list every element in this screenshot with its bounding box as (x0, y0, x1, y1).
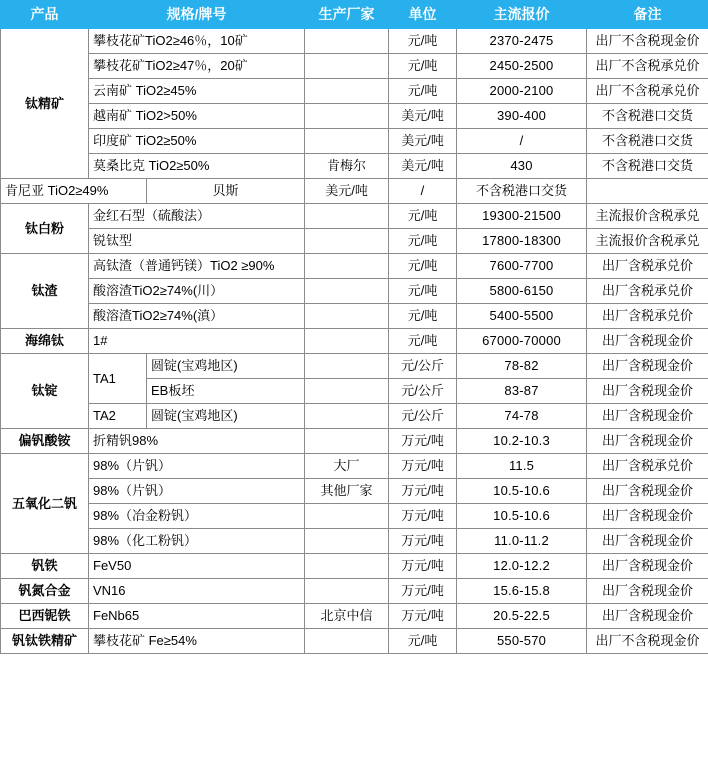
cell-remark: 出厂含税承兑价 (587, 304, 708, 329)
cell-spec: 云南矿 TiO2≥45% (89, 79, 305, 104)
cell-remark: 出厂含税现金价 (587, 529, 708, 554)
cell-unit: 元/吨 (389, 79, 457, 104)
cell-price: 15.6-15.8 (457, 579, 587, 604)
cell-unit: 元/公斤 (389, 404, 457, 429)
cell-remark: 出厂含税现金价 (587, 404, 708, 429)
cell-price: 10.2-10.3 (457, 429, 587, 454)
cell-spec: 金红石型（硫酸法） (89, 204, 305, 229)
cell-price: 19300-21500 (457, 204, 587, 229)
cell-unit: 万元/吨 (389, 504, 457, 529)
table-row (1, 329, 708, 354)
cell-unit: 美元/吨 (305, 179, 389, 204)
cell-spec: 攀枝花矿TiO2≥47％，20矿 (89, 54, 305, 79)
cell-maker (305, 229, 389, 254)
table-row (1, 529, 708, 554)
cell-spec: 越南矿 TiO2>50% (89, 104, 305, 129)
cell-maker (305, 279, 389, 304)
cell-product: 钒钛铁精矿 (1, 629, 89, 654)
cell-price: 2000-2100 (457, 79, 587, 104)
cell-remark: 出厂含税现金价 (587, 329, 708, 354)
cell-remark: 不含税港口交货 (587, 154, 708, 179)
cell-spec: VN16 (89, 579, 305, 604)
cell-maker (305, 404, 389, 429)
cell-spec: 攀枝花矿TiO2≥46％，10矿 (89, 29, 305, 54)
cell-spec: 1# (89, 329, 305, 354)
cell-maker: 大厂 (305, 454, 389, 479)
cell-unit: 万元/吨 (389, 454, 457, 479)
table-row (1, 154, 708, 179)
cell-price: / (389, 179, 457, 204)
table-row (1, 29, 708, 54)
cell-remark: 出厂含税承兑价 (587, 454, 708, 479)
cell-spec: 攀枝花矿 Fe≥54% (89, 629, 305, 654)
cell-price: / (457, 129, 587, 154)
cell-unit: 元/吨 (389, 254, 457, 279)
cell-unit: 美元/吨 (389, 104, 457, 129)
cell-unit: 万元/吨 (389, 479, 457, 504)
table-row (1, 629, 708, 654)
cell-remark: 出厂含税现金价 (587, 504, 708, 529)
cell-spec: 98%（片钒） (89, 454, 305, 479)
cell-remark: 出厂含税现金价 (587, 579, 708, 604)
cell-price: 12.0-12.2 (457, 554, 587, 579)
cell-unit: 元/吨 (389, 204, 457, 229)
cell-remark: 出厂含税现金价 (587, 429, 708, 454)
cell-remark: 主流报价含税承兑 (587, 229, 708, 254)
header-cell-price: 主流报价 (457, 1, 587, 29)
cell-maker (305, 629, 389, 654)
cell-unit: 元/吨 (389, 54, 457, 79)
cell-price: 550-570 (457, 629, 587, 654)
cell-price: 78-82 (457, 354, 587, 379)
table-body (1, 29, 708, 654)
cell-spec: 高钛渣（普通钙镁）TiO2 ≥90% (89, 254, 305, 279)
cell-remark: 出厂不含税承兑价 (587, 54, 708, 79)
table-row (1, 204, 708, 229)
table-row (1, 604, 708, 629)
table-row (1, 229, 708, 254)
table-row (1, 54, 708, 79)
table-row (1, 179, 708, 204)
cell-unit: 元/吨 (389, 329, 457, 354)
cell-price: 74-78 (457, 404, 587, 429)
header-cell-unit: 单位 (389, 1, 457, 29)
cell-maker (305, 554, 389, 579)
cell-maker: 贝斯 (147, 179, 305, 204)
cell-product: 钒铁 (1, 554, 89, 579)
cell-unit: 元/吨 (389, 29, 457, 54)
cell-remark: 主流报价含税承兑 (587, 204, 708, 229)
cell-price: 390-400 (457, 104, 587, 129)
cell-unit: 元/吨 (389, 279, 457, 304)
cell-product: 海绵钛 (1, 329, 89, 354)
cell-product: 钛锭 (1, 354, 89, 429)
cell-remark: 出厂不含税承兑价 (587, 79, 708, 104)
cell-spec: FeNb65 (89, 604, 305, 629)
cell-maker (305, 529, 389, 554)
cell-price: 17800-18300 (457, 229, 587, 254)
cell-remark: 出厂含税现金价 (587, 354, 708, 379)
cell-price: 5400-5500 (457, 304, 587, 329)
cell-unit: 元/吨 (389, 629, 457, 654)
cell-spec: 酸溶渣TiO2≥74%(滇） (89, 304, 305, 329)
cell-maker (305, 29, 389, 54)
cell-maker (305, 329, 389, 354)
cell-remark: 出厂不含税现金价 (587, 29, 708, 54)
table-row (1, 429, 708, 454)
table-header (1, 1, 708, 29)
table-row (1, 279, 708, 304)
cell-price: 10.5-10.6 (457, 479, 587, 504)
cell-spec-sub: 圆锭(宝鸡地区) (147, 404, 305, 429)
cell-unit: 万元/吨 (389, 529, 457, 554)
cell-maker (305, 504, 389, 529)
cell-unit: 元/吨 (389, 304, 457, 329)
cell-product: 钛渣 (1, 254, 89, 329)
cell-maker (305, 104, 389, 129)
cell-spec: 莫桑比克 TiO2≥50% (89, 154, 305, 179)
cell-remark: 出厂含税现金价 (587, 479, 708, 504)
cell-product: 钒氮合金 (1, 579, 89, 604)
table-row (1, 579, 708, 604)
cell-maker (305, 579, 389, 604)
cell-product: 钛精矿 (1, 29, 89, 179)
cell-unit: 美元/吨 (389, 154, 457, 179)
header-cell-spec: 规格/牌号 (89, 1, 305, 29)
cell-spec: 酸溶渣TiO2≥74%(川） (89, 279, 305, 304)
cell-spec-sub: EB板坯 (147, 379, 305, 404)
cell-price: 7600-7700 (457, 254, 587, 279)
cell-remark: 出厂含税现金价 (587, 379, 708, 404)
cell-price: 67000-70000 (457, 329, 587, 354)
cell-price: 10.5-10.6 (457, 504, 587, 529)
cell-remark: 不含税港口交货 (587, 104, 708, 129)
cell-unit: 元/公斤 (389, 354, 457, 379)
table-row (1, 254, 708, 279)
cell-price: 83-87 (457, 379, 587, 404)
cell-spec: 印度矿 TiO2≥50% (89, 129, 305, 154)
cell-spec: TA1 (89, 354, 147, 404)
cell-maker (305, 304, 389, 329)
cell-maker (305, 379, 389, 404)
cell-unit: 万元/吨 (389, 554, 457, 579)
table-row (1, 79, 708, 104)
cell-spec: FeV50 (89, 554, 305, 579)
cell-unit: 万元/吨 (389, 579, 457, 604)
cell-spec: 肯尼亚 TiO2≥49% (1, 179, 147, 204)
header-cell-product: 产品 (1, 1, 89, 29)
cell-spec-sub: 圆锭(宝鸡地区) (147, 354, 305, 379)
cell-maker (305, 254, 389, 279)
table-row (1, 304, 708, 329)
cell-maker (305, 129, 389, 154)
cell-product: 巴西铌铁 (1, 604, 89, 629)
cell-unit: 元/公斤 (389, 379, 457, 404)
cell-remark: 出厂含税承兑价 (587, 279, 708, 304)
cell-price: 2450-2500 (457, 54, 587, 79)
cell-price: 430 (457, 154, 587, 179)
cell-price: 20.5-22.5 (457, 604, 587, 629)
table-row (1, 504, 708, 529)
cell-remark: 出厂不含税现金价 (587, 629, 708, 654)
table-row (1, 454, 708, 479)
cell-price: 2370-2475 (457, 29, 587, 54)
table-row (1, 104, 708, 129)
cell-maker: 肯梅尔 (305, 154, 389, 179)
cell-spec: 98%（片钒） (89, 479, 305, 504)
cell-remark: 出厂含税现金价 (587, 554, 708, 579)
cell-unit: 元/吨 (389, 229, 457, 254)
cell-maker (305, 54, 389, 79)
cell-remark: 不含税港口交货 (587, 129, 708, 154)
cell-maker (305, 204, 389, 229)
cell-maker (305, 354, 389, 379)
cell-spec: 折精钒98% (89, 429, 305, 454)
table-row (1, 129, 708, 154)
cell-price: 5800-6150 (457, 279, 587, 304)
cell-unit: 万元/吨 (389, 604, 457, 629)
cell-remark: 出厂含税承兑价 (587, 254, 708, 279)
cell-price: 11.0-11.2 (457, 529, 587, 554)
table-row (1, 554, 708, 579)
cell-spec: 锐钛型 (89, 229, 305, 254)
cell-remark: 出厂含税现金价 (587, 604, 708, 629)
cell-maker: 其他厂家 (305, 479, 389, 504)
cell-product: 偏钒酸铵 (1, 429, 89, 454)
cell-spec: 98%（冶金粉钒） (89, 504, 305, 529)
cell-product: 钛白粉 (1, 204, 89, 254)
cell-price: 11.5 (457, 454, 587, 479)
cell-remark: 不含税港口交货 (457, 179, 587, 204)
table-row (1, 479, 708, 504)
header-cell-remark: 备注 (587, 1, 708, 29)
table-row (1, 354, 708, 379)
table-header-row (1, 1, 708, 29)
cell-maker (305, 79, 389, 104)
cell-product: 五氧化二钒 (1, 454, 89, 554)
table-row (1, 404, 708, 429)
cell-unit: 美元/吨 (389, 129, 457, 154)
cell-spec: 98%（化工粉钒） (89, 529, 305, 554)
cell-maker: 北京中信 (305, 604, 389, 629)
cell-spec: TA2 (89, 404, 147, 429)
cell-maker (305, 429, 389, 454)
cell-unit: 万元/吨 (389, 429, 457, 454)
header-cell-maker: 生产厂家 (305, 1, 389, 29)
